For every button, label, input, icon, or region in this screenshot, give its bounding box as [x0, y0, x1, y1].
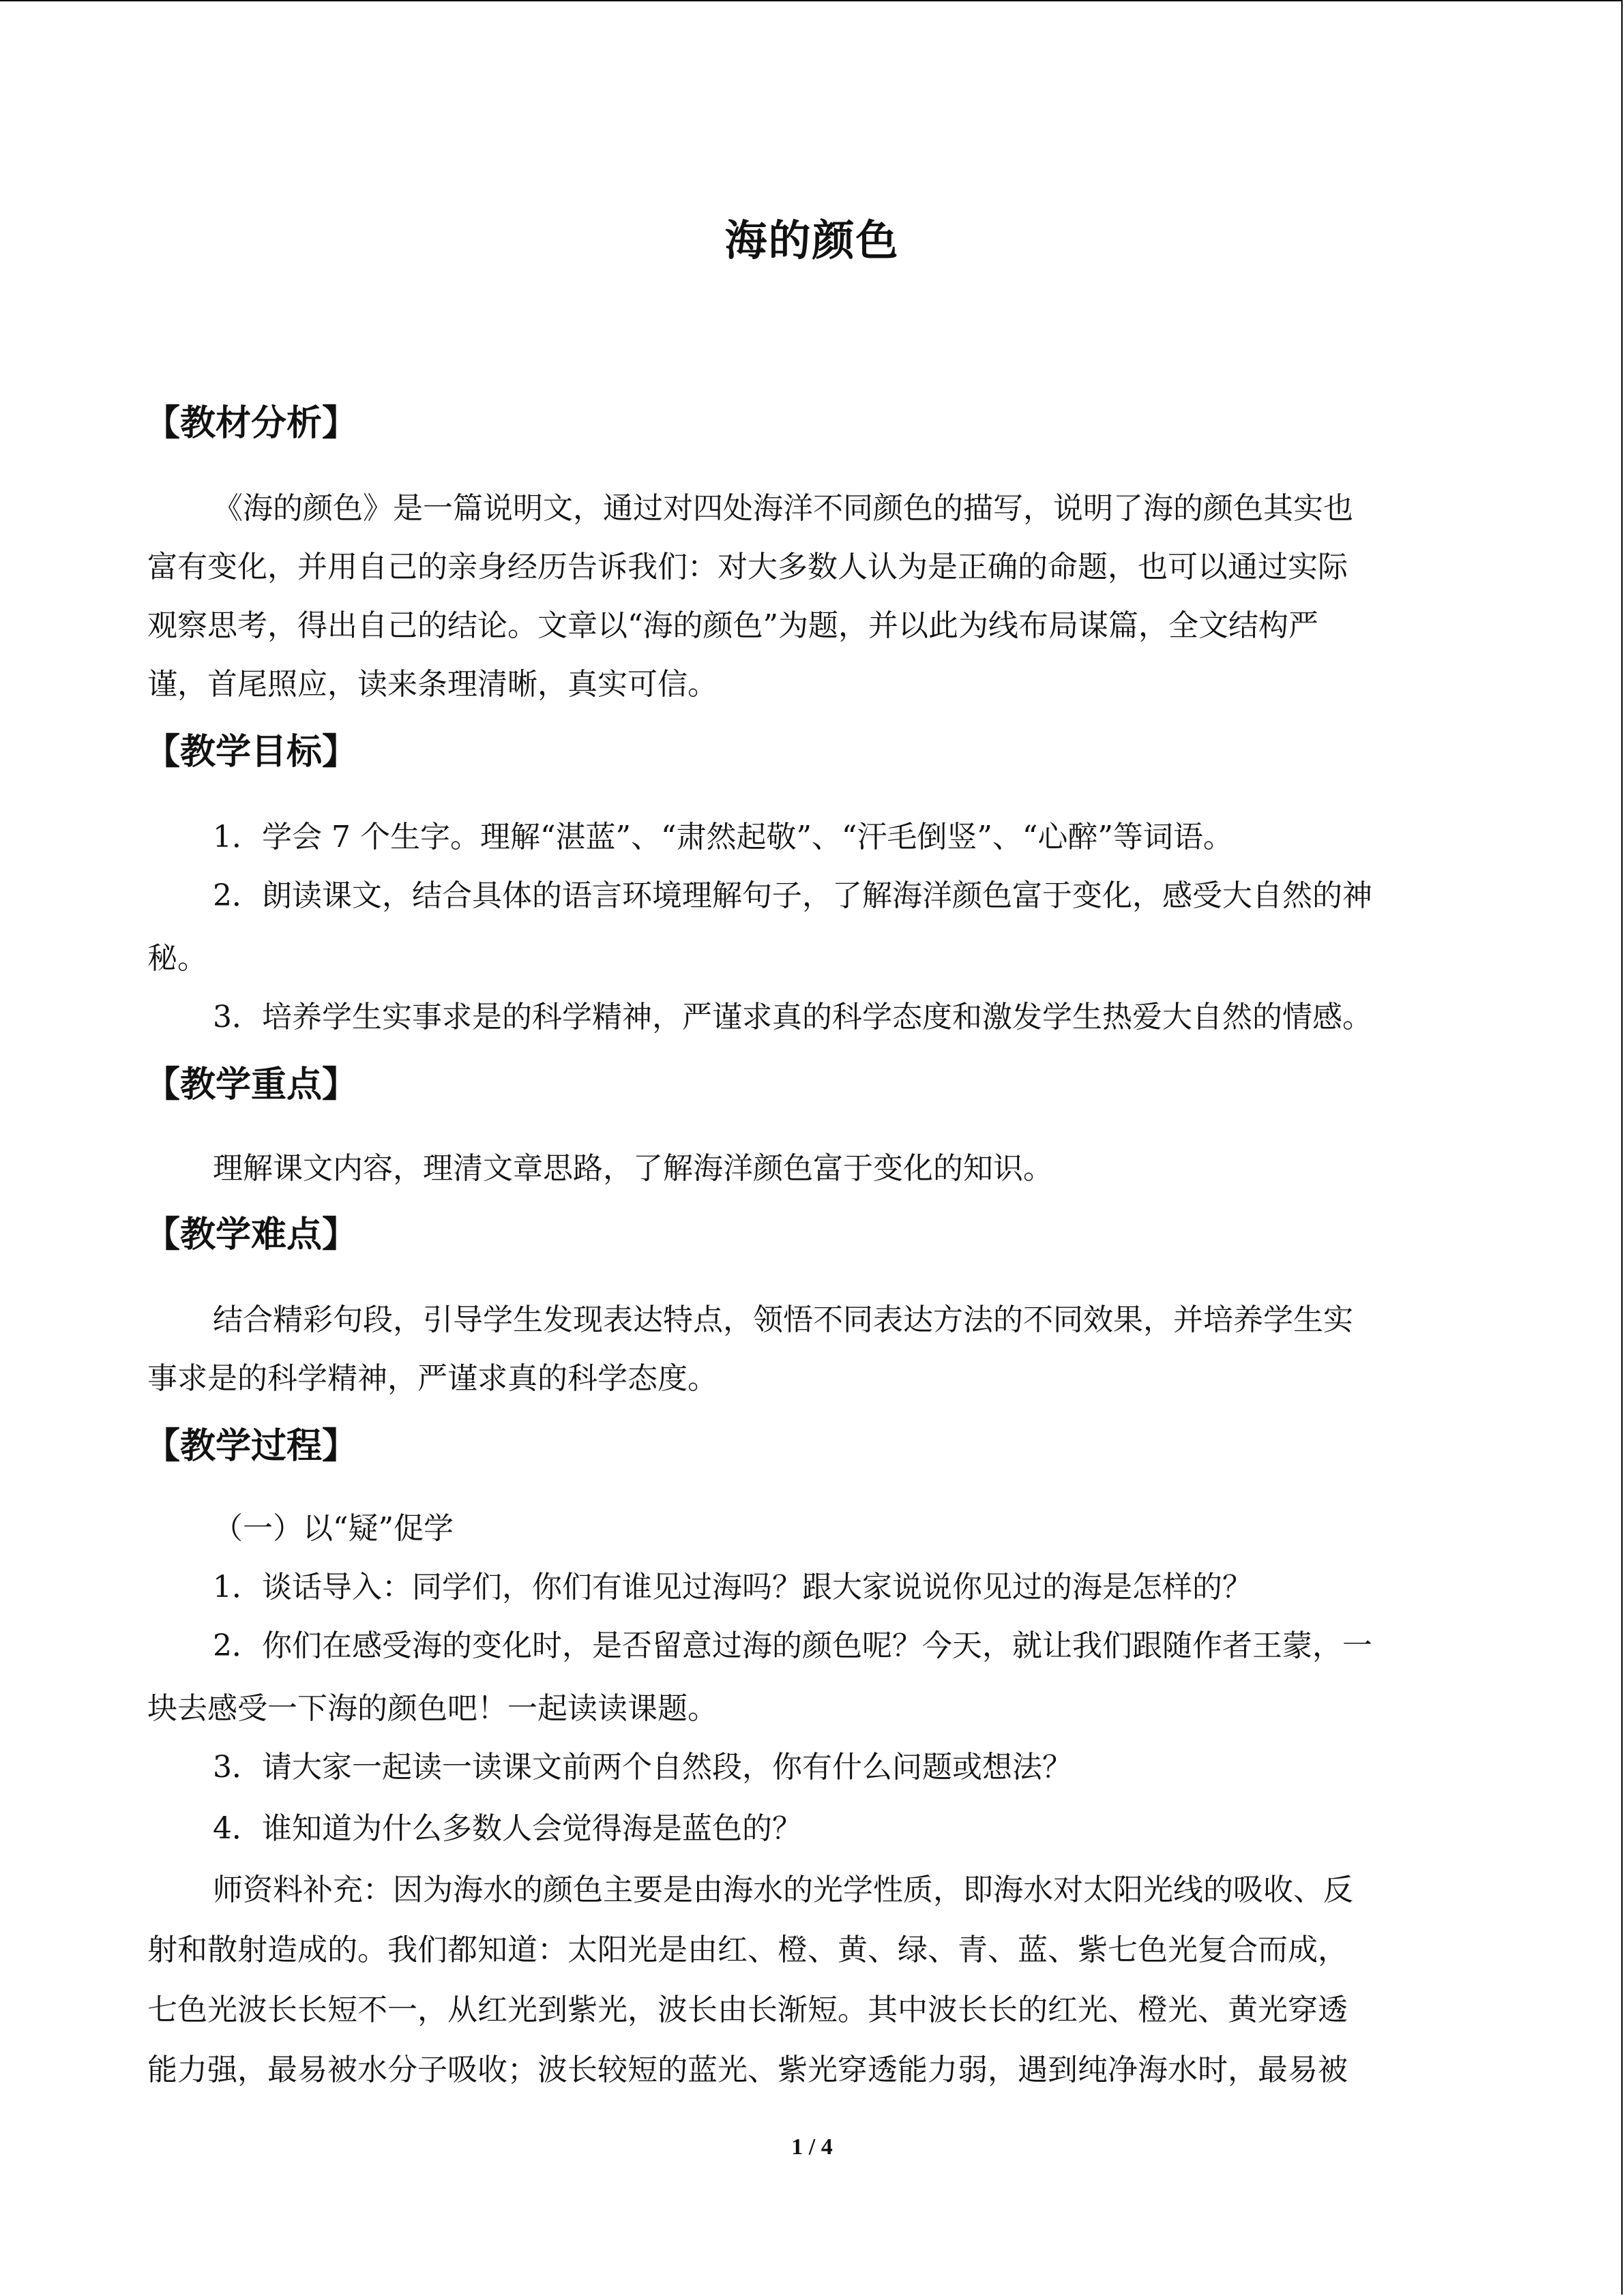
process-line: 师资料补充：因为海水的颜色主要是由海水的光学性质，即海水对太阳光线的吸收、反 — [213, 1873, 1353, 1907]
process-line: 能力强，最易被水分子吸收；波长较短的蓝光、紫光穿透能力弱，遇到纯净海水时，最易被 — [147, 2053, 1348, 2087]
process-line: 4．谁知道为什么多数人会觉得海是蓝色的？ — [213, 1811, 802, 1846]
analysis-line: 观察思考，得出自己的结论。文章以“海的颜色”为题，并以此为线布局谋篇，全文结构严 — [147, 608, 1318, 643]
analysis-line: 富有变化，并用自己的亲身经历告诉我们：对大多数人认为是正确的命题，也可以通过实际 — [147, 550, 1348, 584]
key-points-line: 理解课文内容，理清文章思路，了解海洋颜色富于变化的知识。 — [213, 1151, 1053, 1186]
heading-process: 【教学过程】 — [145, 1426, 358, 1467]
analysis-line: 《海的颜色》是一篇说明文，通过对四处海洋不同颜色的描写，说明了海的颜色其实也 — [213, 491, 1353, 526]
difficulties-line: 结合精彩句段，引导学生发现表达特点，领悟不同表达方法的不同效果，并培养学生实 — [213, 1302, 1353, 1337]
process-line: 七色光波长长短不一，从红光到紫光，波长由长渐短。其中波长长的红光、橙光、黄光穿透 — [147, 1993, 1348, 2027]
document-title: 海的颜色 — [724, 215, 900, 265]
heading-difficulties: 【教学难点】 — [145, 1214, 358, 1255]
page-number: 1 / 4 — [791, 2134, 833, 2160]
heading-key-points: 【教学重点】 — [145, 1064, 358, 1105]
process-line: 3．请大家一起读一读课文前两个自然段，你有什么问题或想法？ — [213, 1750, 1072, 1785]
process-line: 1．谈话导入：同学们，你们有谁见过海吗？跟大家说说你见过的海是怎样的？ — [213, 1570, 1252, 1605]
goals-line: 2．朗读课文，结合具体的语言环境理解句子，了解海洋颜色富于变化，感受大自然的神 — [213, 878, 1372, 913]
analysis-line: 谨，首尾照应，读来条理清晰，真实可信。 — [147, 667, 718, 702]
process-line: 块去感受一下海的颜色吧！一起读读课题。 — [147, 1691, 718, 1726]
difficulties-line: 事求是的科学精神，严谨求真的科学态度。 — [147, 1361, 718, 1396]
goals-line: 1．学会 7 个生字。理解“湛蓝”、“肃然起敬”、“汗毛倒竖”、“心醉”等词语。 — [213, 820, 1233, 854]
process-line: 2．你们在感受海的变化时，是否留意过海的颜色呢？今天，就让我们跟随作者王蒙，一 — [213, 1628, 1372, 1663]
heading-analysis: 【教材分析】 — [145, 403, 358, 444]
goals-line: 3．培养学生实事求是的科学精神，严谨求真的科学态度和激发学生热爱大自然的情感。 — [213, 1000, 1372, 1034]
process-line: 射和散射造成的。我们都知道：太阳光是由红、橙、黄、绿、青、蓝、紫七色光复合而成， — [147, 1933, 1348, 1967]
process-line: （一）以“疑”促学 — [213, 1511, 454, 1546]
goals-line: 秘。 — [147, 941, 207, 976]
heading-goals: 【教学目标】 — [145, 732, 358, 773]
